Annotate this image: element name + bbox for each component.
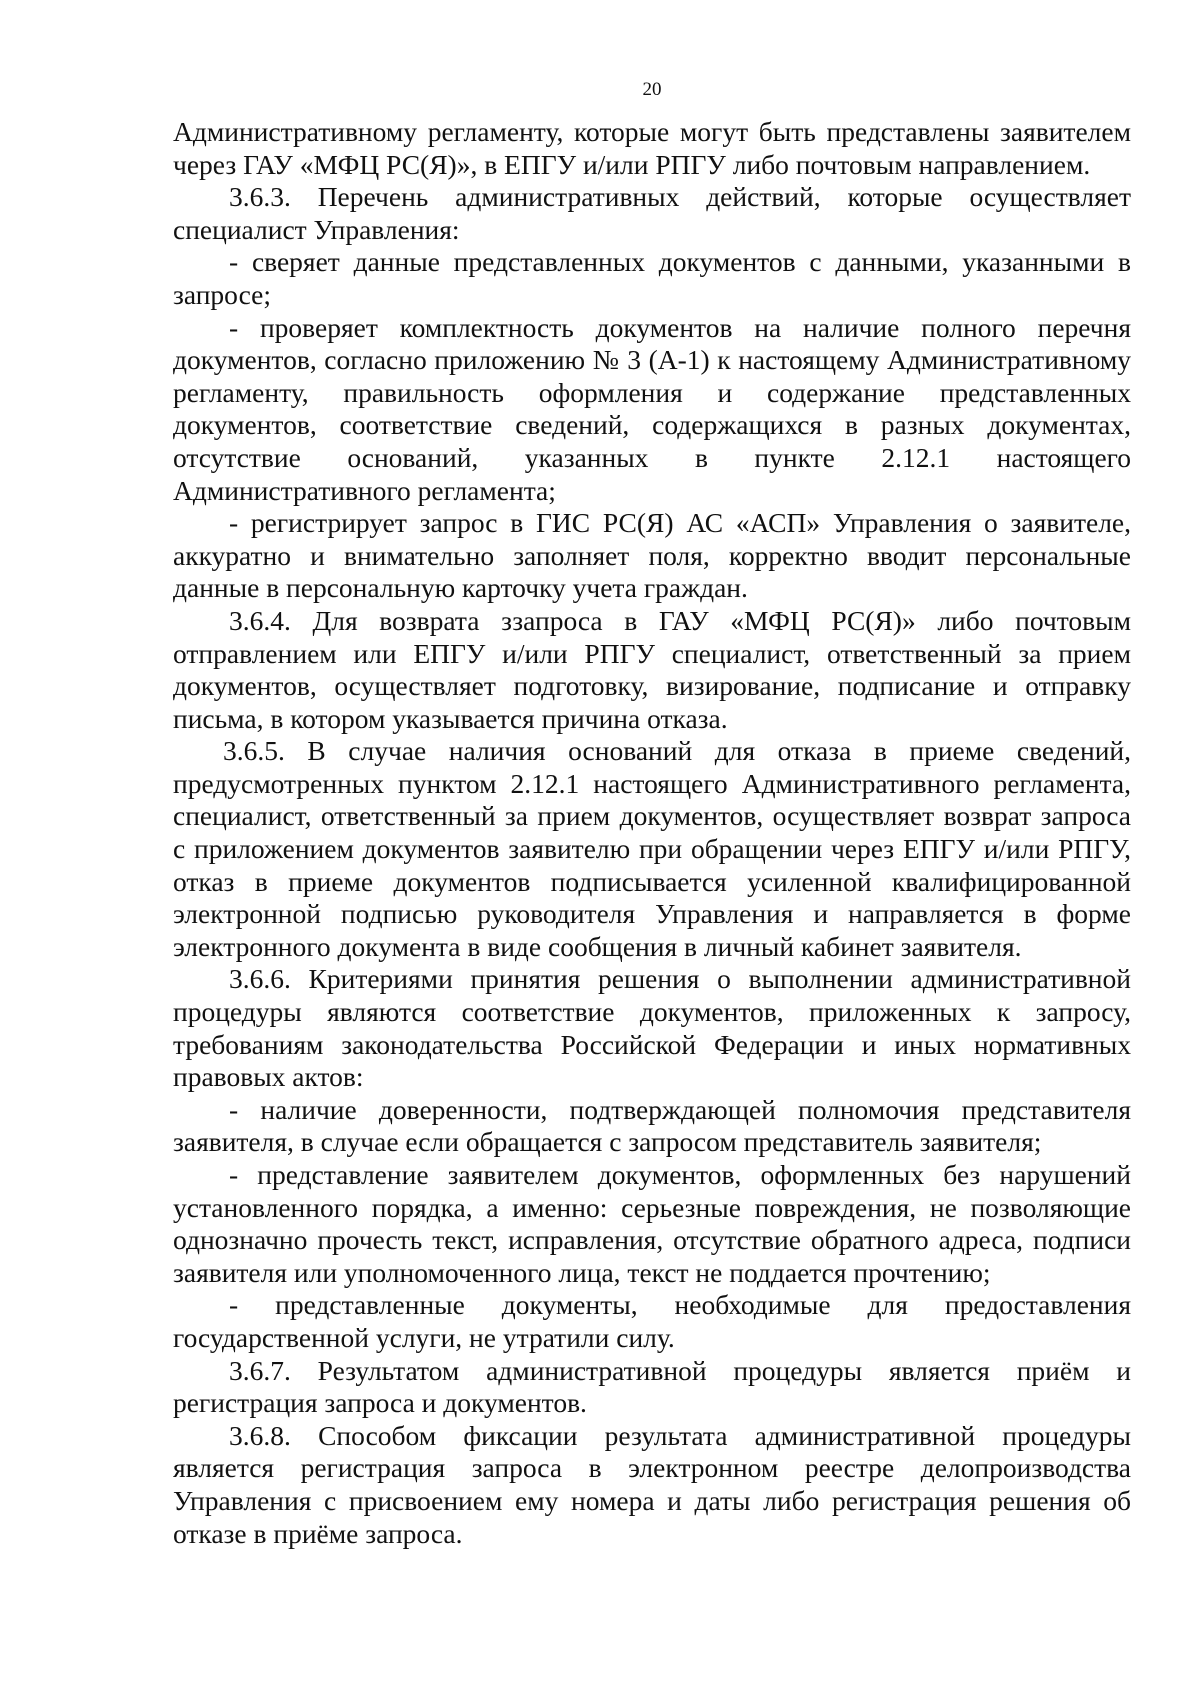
list-item-verify-data: - сверяет данные представленных документов с данными, указанными в запросе;	[173, 246, 1131, 310]
list-item-check-completeness: - проверяет комплектность документов на наличие полного перечня документов, согласно приложению № 3 (А-1) к настоящему Административному регламенту, правильность оформления и содержание представленных документов, соответствие сведений, содержащихся в разных документах, отсутствие оснований, указанных в пункте 2.12.1 настоящего Административного регламента;	[173, 311, 1131, 506]
paragraph-3-6-8: 3.6.8. Способом фиксации результата административной процедуры является регистрация запроса в электронном реестре делопроизводства Управления с присвоением ему номера и даты либо регистрация решения об отказе в приёме запроса.	[173, 1419, 1131, 1549]
page-number: 20	[642, 79, 662, 100]
list-item-power-of-attorney: - наличие доверенности, подтверждающей полномочия представителя заявителя, в случае если обращается с запросом представитель заявителя;	[173, 1093, 1131, 1158]
document-body	[173, 116, 1131, 1550]
paragraph-3-6-3: 3.6.3. Перечень административных действий, которые осуществляет специалист Управления:	[173, 181, 1131, 245]
paragraph-3-6-7: 3.6.7. Результатом административной процедуры является приём и регистрация запроса и документов.	[173, 1354, 1131, 1419]
paragraph-continuation: Административному регламенту, которые могут быть представлены заявителем через ГАУ «МФЦ РС(Я)», в ЕПГУ и/или РПГУ либо почтовым направлением.	[173, 116, 1131, 180]
list-item-register-request: - регистрирует запрос в ГИС РС(Я) АС «АСП» Управления о заявителе, аккуратно и внимательно заполняет поля, корректно вводит персональные данные в персональную карточку учета граждан.	[173, 507, 1131, 604]
list-item-documents-valid: - представленные документы, необходимые для предоставления государственной услуги, не утратили силу.	[173, 1289, 1131, 1353]
list-item-document-condition: - представление заявителем документов, оформленных без нарушений установленного порядка, а именно: серьезные повреждения, не позволяющие однозначно прочесть текст, исправления, отсутствие обратного адреса, подписи заявителя или уполномоченного лица, текст не поддается прочтению;	[173, 1159, 1131, 1288]
paragraph-3-6-4: 3.6.4. Для возврата ззапроса в ГАУ «МФЦ РС(Я)» либо почтовым отправлением или ЕПГУ и/или РПГУ специалист, ответственный за прием документов, осуществляет подготовку, визирование, подписание и отправку письма, в котором указывается причина отказа.	[173, 604, 1131, 734]
document-page	[173, 70, 1131, 1550]
paragraph-3-6-5: 3.6.5. В случае наличия оснований для отказа в приеме сведений, предусмотренных пунктом 2.12.1 настоящего Административного регламента, специалист, ответственный за прием документов, осуществляет возврат запроса с приложением документов заявителю при обращении через ЕПГУ и/или РПГУ, отказ в приеме документов подписывается усиленной квалифицированной электронной подписью руководителя Управления и направляется в форме электронного документа в виде сообщения в личный кабинет заявителя.	[173, 735, 1131, 962]
paragraph-3-6-6: 3.6.6. Критериями принятия решения о выполнении административной процедуры являются соответствие документов, приложенных к запросу, требованиям законодательства Российской Федерации и иных нормативных правовых актов:	[173, 963, 1131, 1093]
